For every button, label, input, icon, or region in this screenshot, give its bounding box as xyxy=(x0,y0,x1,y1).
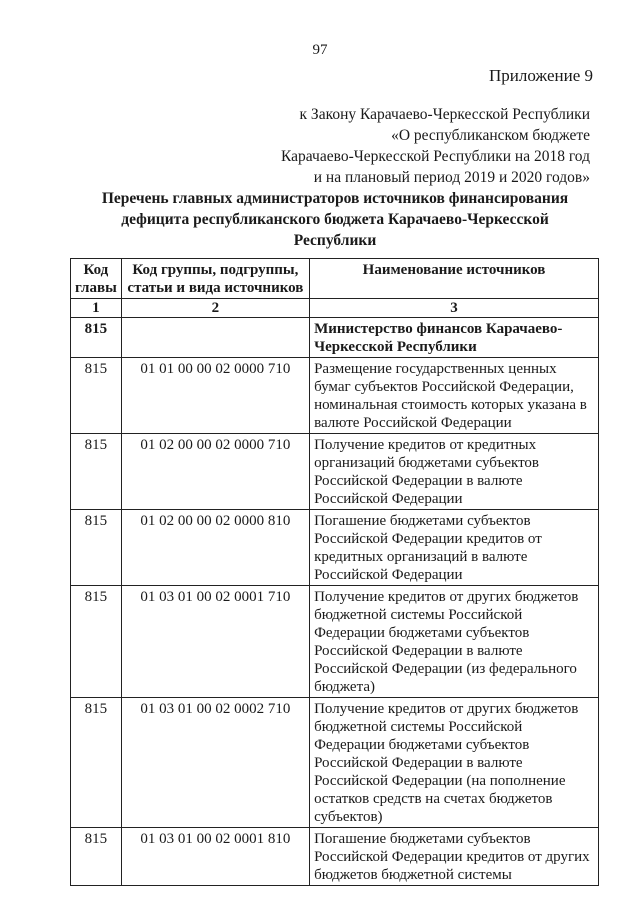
source-name: Получение кредитов от других бюджетов бюджетной системы Российской Федерации бюджетами субъектов Российской Федерации в валюте Российской Федерации (на пополнение остатков средств на счетах бюджетов субъектов) xyxy=(310,698,599,828)
chapter-code: 815 xyxy=(71,358,122,434)
document-title: Перечень главных администраторов источников финансирования дефицита республиканского бюджета Карачаево-Черкесской Республики xyxy=(101,190,569,249)
table-row xyxy=(71,358,599,434)
source-name: Размещение государственных ценных бумаг субъектов Российской Федерации, номинальная стоимость которых указана в валюте Российской Федерации xyxy=(310,358,599,434)
chapter-code: 815 xyxy=(71,586,122,698)
sources-table xyxy=(70,258,599,886)
table-row xyxy=(71,828,599,886)
group-code xyxy=(121,318,309,358)
chapter-code: 815 xyxy=(71,698,122,828)
page-number: 97 xyxy=(312,42,328,58)
header-chapter-code: Код главы xyxy=(71,259,122,299)
group-code: 01 03 01 00 02 0002 710 xyxy=(121,698,309,828)
header-source-name: Наименование источников xyxy=(310,259,599,299)
table-row xyxy=(71,698,599,828)
group-code: 01 01 00 00 02 0000 710 xyxy=(121,358,309,434)
group-code: 01 02 00 00 02 0000 710 xyxy=(121,434,309,510)
group-code: 01 02 00 00 02 0000 810 xyxy=(121,510,309,586)
group-code: 01 03 01 00 02 0001 710 xyxy=(121,586,309,698)
law-reference-line: Карачаево-Черкесской Республики на 2018 год xyxy=(281,148,590,165)
appendix-label: Приложение 9 xyxy=(489,66,593,85)
column-number: 2 xyxy=(121,299,309,318)
table-row xyxy=(71,318,599,358)
law-reference xyxy=(281,104,590,188)
table-row xyxy=(71,434,599,510)
law-reference-line: и на плановый период 2019 и 2020 годов» xyxy=(313,169,590,186)
source-name: Получение кредитов от других бюджетов бюджетной системы Российской Федерации бюджетами субъектов Российской Федерации в валюте Российской Федерации (из федерального бюджета) xyxy=(310,586,599,698)
header-group-code: Код группы, подгруппы, статьи и вида источников xyxy=(121,259,309,299)
table-row xyxy=(71,586,599,698)
table-row xyxy=(71,510,599,586)
source-name: Министерство финансов Карачаево-Черкесской Республики xyxy=(310,318,599,358)
law-reference-line: «О республиканском бюджете xyxy=(391,127,590,144)
chapter-code: 815 xyxy=(71,434,122,510)
source-name: Погашение бюджетами субъектов Российской Федерации кредитов от кредитных организаций в валюте Российской Федерации xyxy=(310,510,599,586)
source-name: Погашение бюджетами субъектов Российской Федерации кредитов от других бюджетов бюджетной системы xyxy=(310,828,599,886)
group-code: 01 03 01 00 02 0001 810 xyxy=(121,828,309,886)
chapter-code: 815 xyxy=(71,318,122,358)
source-name: Получение кредитов от кредитных организаций бюджетами субъектов Российской Федерации в валюте Российской Федерации xyxy=(310,434,599,510)
column-number: 3 xyxy=(310,299,599,318)
law-reference-line: к Закону Карачаево-Черкесской Республики xyxy=(299,106,590,123)
column-number-row xyxy=(71,299,599,318)
table-header-row xyxy=(71,259,599,299)
chapter-code: 815 xyxy=(71,510,122,586)
chapter-code: 815 xyxy=(71,828,122,886)
column-number: 1 xyxy=(71,299,122,318)
